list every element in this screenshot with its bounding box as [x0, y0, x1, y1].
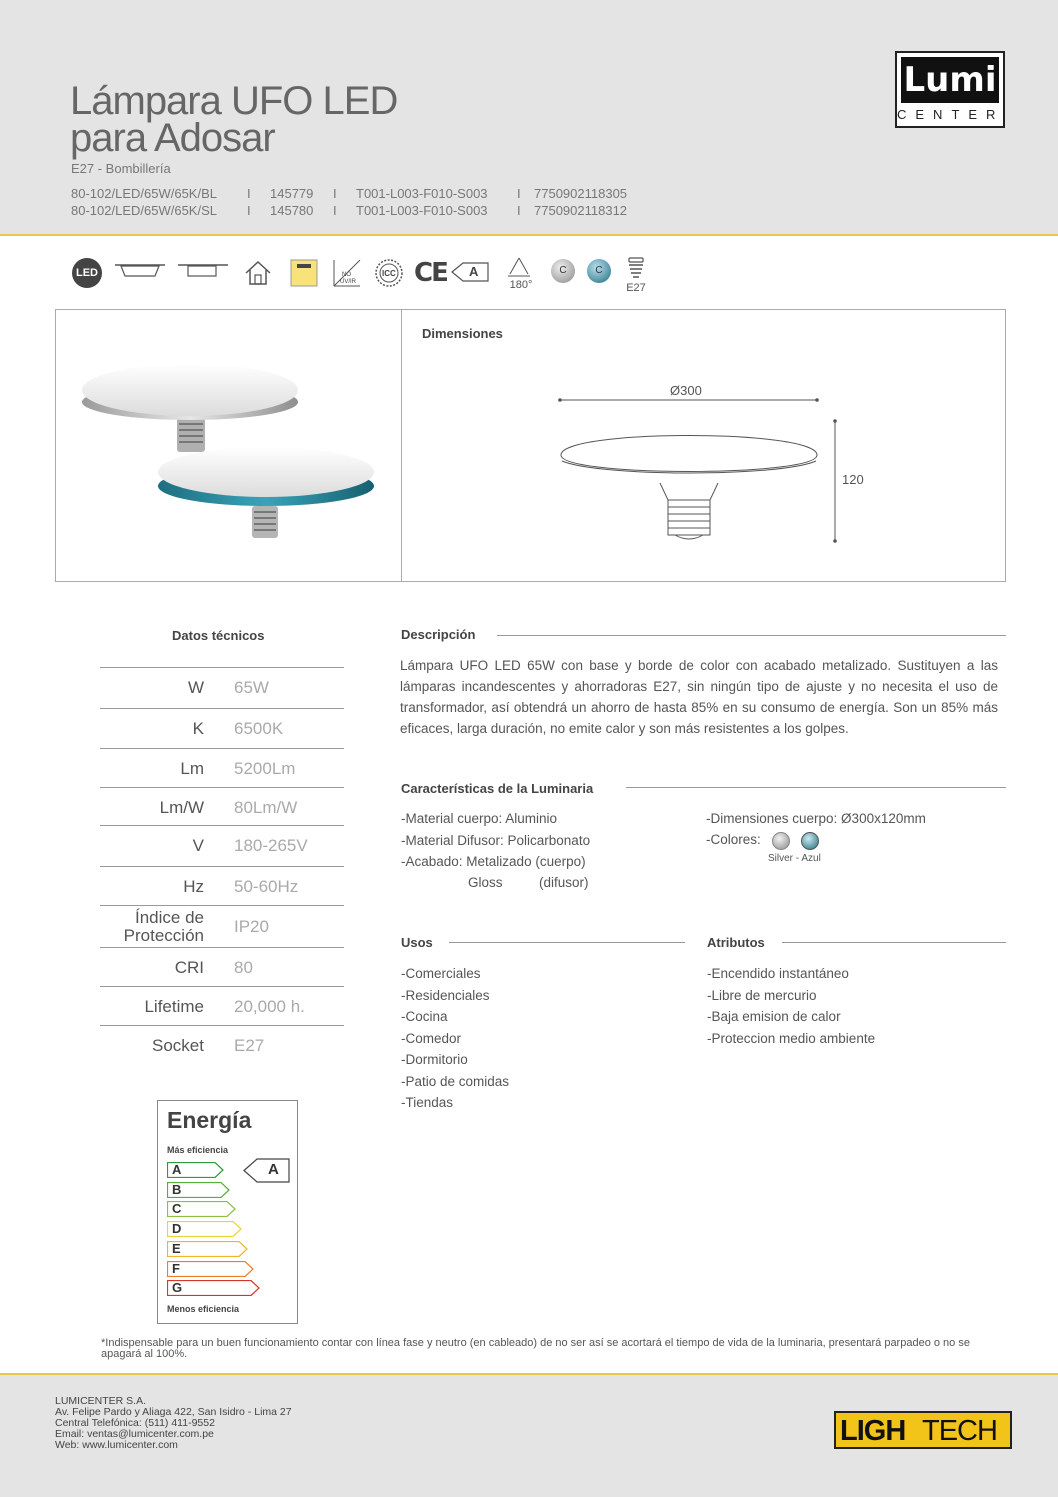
- footer-company: LUMICENTER S.A.: [55, 1395, 147, 1407]
- footer-phone: Central Telefónica: (511) 411-9552: [55, 1417, 215, 1429]
- surface-mount-icon: [178, 263, 228, 279]
- energy-rating-arrow-icon: [243, 1158, 290, 1183]
- logo-subtext: CENTER: [897, 107, 1005, 122]
- header-divider: [0, 234, 1058, 236]
- tech-key: Hz: [183, 876, 204, 896]
- energy-class-bar: [167, 1241, 249, 1257]
- tech-row: [100, 986, 344, 1026]
- energy-class-bar: [167, 1201, 237, 1217]
- colors-caption: Silver - Azul: [768, 853, 821, 864]
- page-title-line2: para Adosar: [70, 116, 275, 160]
- description-title: Descripción: [401, 627, 476, 642]
- energy-label: [157, 1100, 298, 1324]
- footer-web[interactable]: Web: www.lumicenter.com: [55, 1439, 178, 1451]
- ce-mark-icon: CE: [414, 258, 447, 288]
- energy-class-letter: C: [172, 1201, 182, 1217]
- tech-row: [100, 866, 344, 906]
- energy-class-icon: [451, 262, 489, 282]
- atributos-rule: [782, 942, 1006, 943]
- tech-value: 20,000 h.: [234, 996, 305, 1016]
- tech-value: IP20: [234, 917, 269, 936]
- code-id: 145779: [270, 186, 314, 201]
- code-ref: 80-102/LED/65W/65K/BL: [71, 186, 217, 201]
- energy-class-bar: [167, 1182, 231, 1198]
- tech-value: E27: [234, 1035, 265, 1055]
- lightech-logo-part-b: TECH: [922, 1415, 997, 1447]
- usos-title: Usos: [401, 935, 433, 950]
- svg-text:ICC: ICC: [382, 269, 396, 278]
- energy-class-bar: [167, 1221, 243, 1237]
- code-sep: I: [333, 203, 337, 218]
- tech-row: [100, 708, 344, 748]
- tech-value: 80: [234, 957, 253, 977]
- tech-value: 5200Lm: [234, 758, 296, 778]
- tech-key: Lm/W: [159, 797, 204, 817]
- code-sep: I: [247, 186, 251, 201]
- feature-difusor: (difusor): [539, 875, 589, 890]
- energy-class-letter: D: [172, 1221, 182, 1237]
- page-title-line1: Lámpara UFO LED: [70, 79, 398, 123]
- tech-key: Socket: [152, 1035, 204, 1055]
- uso-item: -Residenciales: [401, 987, 490, 1003]
- energy-class-bar: [167, 1162, 225, 1178]
- uso-item: -Comedor: [401, 1030, 462, 1046]
- tech-row: [100, 825, 344, 865]
- tech-value: 180-265V: [234, 835, 308, 855]
- features-rule: [626, 787, 1006, 788]
- disclaimer-note: *Indispensable para un buen funcionamiento contar con línea fase y neutro (en cableado) de no ser así se acortará el tiempo de vida de la luminaria, presentará parpadeo o no se apagará al 100%.: [101, 1337, 970, 1360]
- feature-item: -Material Difusor: Policarbonato: [401, 832, 591, 848]
- code-cat: T001-L003-F010-S003: [356, 203, 488, 218]
- beam-angle-label: 180°: [509, 279, 533, 291]
- atributo-item: -Libre de mercurio: [707, 987, 817, 1003]
- recessed-ceiling-icon: [115, 263, 165, 279]
- uso-item: -Comerciales: [401, 966, 481, 981]
- code-ref: 80-102/LED/65W/65K/SL: [71, 203, 217, 218]
- code-sep: I: [517, 203, 521, 218]
- energy-class-letter: A: [469, 264, 479, 279]
- icc-certification-icon: [374, 258, 404, 288]
- feature-colors-label: -Colores:: [706, 832, 761, 847]
- usos-list: [401, 963, 509, 1114]
- product-box-divider: [401, 309, 402, 582]
- dimension-drawing: [540, 385, 860, 555]
- dimension-diameter: Ø300: [670, 383, 702, 398]
- indoor-use-icon: [242, 259, 274, 287]
- tech-value: 65W: [234, 677, 269, 697]
- tech-row: [100, 905, 344, 948]
- uso-item: -Patio de comidas: [401, 1073, 510, 1089]
- footer-email[interactable]: Email: ventas@lumicenter.com.pe: [55, 1428, 214, 1440]
- code-id: 145780: [270, 203, 314, 218]
- features-title: Características de la Luminaria: [401, 781, 594, 796]
- lumicenter-logo: [895, 51, 1005, 128]
- lightech-logo: [834, 1411, 1012, 1449]
- tech-row: [100, 667, 344, 707]
- dimension-height: 120: [842, 472, 864, 487]
- tech-value: 50-60Hz: [234, 876, 299, 896]
- code-cat: T001-L003-F010-S003: [356, 186, 488, 201]
- tech-data-title: Datos técnicos: [172, 628, 265, 643]
- no-uv-ir-icon: [332, 258, 362, 288]
- code-sep: I: [517, 186, 521, 201]
- tech-value: 80Lm/W: [234, 797, 298, 817]
- tech-row: [100, 748, 344, 788]
- energy-rating-letter: A: [268, 1161, 279, 1178]
- page-subtitle: E27 - Bombillería: [71, 161, 171, 176]
- swatch-silver-icon: [772, 832, 790, 850]
- feature-dimensions: -Dimensiones cuerpo: Ø300x120mm: [706, 811, 926, 826]
- energy-class-letter: B: [172, 1181, 182, 1197]
- atributos-list: [707, 963, 875, 1049]
- energy-class-arrow-icon: [167, 1261, 255, 1277]
- energy-class-letter: E: [172, 1240, 181, 1256]
- lightech-logo-part-a: LIGH: [840, 1415, 906, 1447]
- feature-gloss: Gloss: [468, 875, 503, 890]
- uso-item: -Tiendas: [401, 1095, 454, 1110]
- tech-key: Lm: [180, 758, 204, 778]
- code-sep: I: [333, 186, 337, 201]
- e27-socket-label: E27: [626, 282, 646, 294]
- logo-wordmark: Lumi: [901, 57, 999, 103]
- tech-row: [100, 947, 344, 987]
- svg-text:UV/IR: UV/IR: [340, 279, 357, 285]
- uso-item: -Dormitorio: [401, 1052, 468, 1067]
- energy-class-bar: [167, 1261, 255, 1277]
- color-silver-icon: C: [551, 259, 575, 283]
- atributos-title: Atributos: [707, 935, 765, 950]
- tech-value: 6500K: [234, 718, 284, 738]
- energy-class-letter: F: [172, 1260, 180, 1276]
- atributo-item: -Proteccion medio ambiente: [707, 1030, 876, 1046]
- color-blue-icon: C: [587, 259, 611, 283]
- description-rule: [497, 635, 1006, 636]
- energy-class-letter: G: [172, 1280, 183, 1296]
- energy-class-letter: A: [172, 1162, 182, 1177]
- led-icon: LED: [72, 258, 102, 288]
- features-list: [401, 808, 590, 873]
- tech-key: Lifetime: [144, 996, 204, 1016]
- product-photo: [80, 360, 380, 545]
- feature-item: -Material cuerpo: Aluminio: [401, 811, 558, 826]
- code-ean: 7750902118312: [534, 203, 628, 218]
- feature-item: -Acabado: Metalizado (cuerpo): [401, 854, 586, 869]
- atributo-item: -Baja emision de calor: [707, 1009, 841, 1024]
- ceiling-light-icon: [290, 259, 318, 287]
- energy-less: Menos eficiencia: [167, 1304, 240, 1314]
- tech-row: [100, 787, 344, 827]
- description-text: Lámpara UFO LED 65W con base y borde de color con acabado metalizado. Sustituyen a las lámparas incandescentes y ahorradoras E27, sin ningún tipo de ajuste y no necesita el uso de transformador, así obtendrá un ahorro de hasta 85% en su consumo de energía. Son un 85% más eficaces, larga duración, no emite calor y son más resistentes a los golpes.: [400, 658, 998, 736]
- footer-address: Av. Felipe Pardo y Aliaga 422, San Isidro - Lima 27: [55, 1406, 292, 1418]
- swatch-blue-icon: [801, 832, 819, 850]
- tech-key: V: [192, 835, 204, 855]
- tech-row: [100, 1025, 344, 1065]
- usos-rule: [449, 942, 685, 943]
- code-ean: 7750902118305: [534, 186, 628, 201]
- tech-key: K: [192, 718, 204, 738]
- energy-class-bar: [167, 1280, 261, 1296]
- energy-more: Más eficiencia: [167, 1145, 229, 1155]
- beam-angle-icon: [506, 256, 532, 278]
- energy-title: Energía: [167, 1107, 252, 1133]
- tech-key: Índice de Protección: [123, 908, 204, 945]
- dimensions-title: Dimensiones: [422, 326, 503, 341]
- footer-contact: [55, 1396, 292, 1451]
- tech-key: W: [187, 677, 204, 697]
- svg-text:NO: NO: [342, 272, 351, 278]
- energy-rating: [243, 1158, 290, 1183]
- uso-item: -Cocina: [401, 1009, 448, 1024]
- code-sep: I: [247, 203, 251, 218]
- tech-key: CRI: [174, 957, 204, 977]
- atributo-item: -Encendido instantáneo: [707, 966, 849, 981]
- e27-socket-icon: [626, 257, 646, 281]
